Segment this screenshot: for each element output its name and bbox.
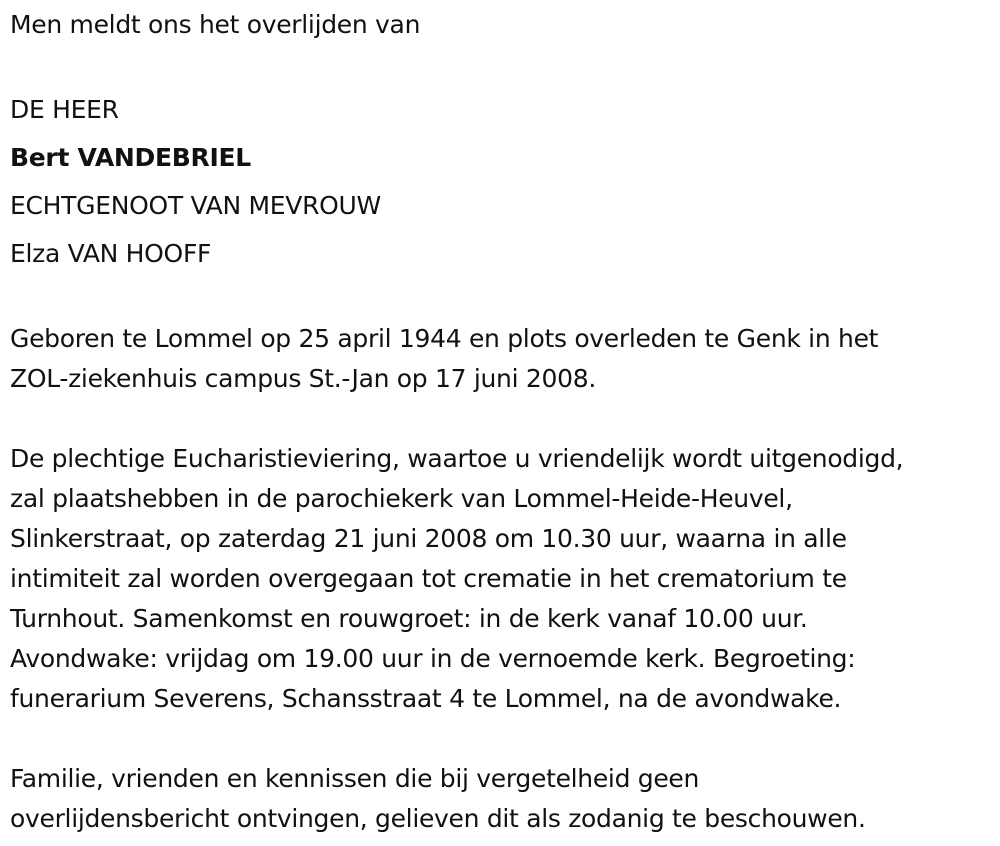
paragraph-line: zal plaatshebben in de parochiekerk van Lommel-Heide-Heuvel, [10,484,793,513]
relation-text: ECHTGENOOT VAN MEVROUW [10,191,381,220]
death-notice [10,0,995,839]
paragraph-line: intimiteit zal worden overgegaan tot crematie in het crematorium te [10,564,847,593]
paragraph-line: Slinkerstraat, op zaterdag 21 juni 2008 om 10.30 uur, waarna in alle [10,524,847,553]
paragraph-line: Familie, vrienden en kennissen die bij vergetelheid geen [10,764,700,793]
paragraph-line: Turnhout. Samenkomst en rouwgroet: in de kerk vanaf 10.00 uur. [10,604,808,633]
paragraph-line: Avondwake: vrijdag om 19.00 uur in de vernoemde kerk. Begroeting: [10,644,856,673]
honorific: DE HEER [10,95,119,124]
paragraph-line: overlijdensbericht ontvingen, gelieven dit als zodanig te beschouwen. [10,804,866,833]
deceased-name: Bert VANDEBRIEL [10,143,251,172]
intro-text: Men meldt ons het overlijden van [10,10,421,39]
paragraph-line: ZOL-ziekenhuis campus St.-Jan op 17 juni 2008. [10,364,596,393]
paragraph-line: Geboren te Lommel op 25 april 1944 en plots overleden te Genk in het [10,324,879,353]
closing-paragraph [10,759,995,839]
header-block [10,86,995,278]
birth-paragraph [10,319,995,399]
ceremony-paragraph [10,439,995,719]
spouse-name: Elza VAN HOOFF [10,239,212,268]
paragraph-line: funerarium Severens, Schansstraat 4 te Lommel, na de avondwake. [10,684,842,713]
paragraph-line: De plechtige Eucharistieviering, waartoe u vriendelijk wordt uitgenodigd, [10,444,904,473]
